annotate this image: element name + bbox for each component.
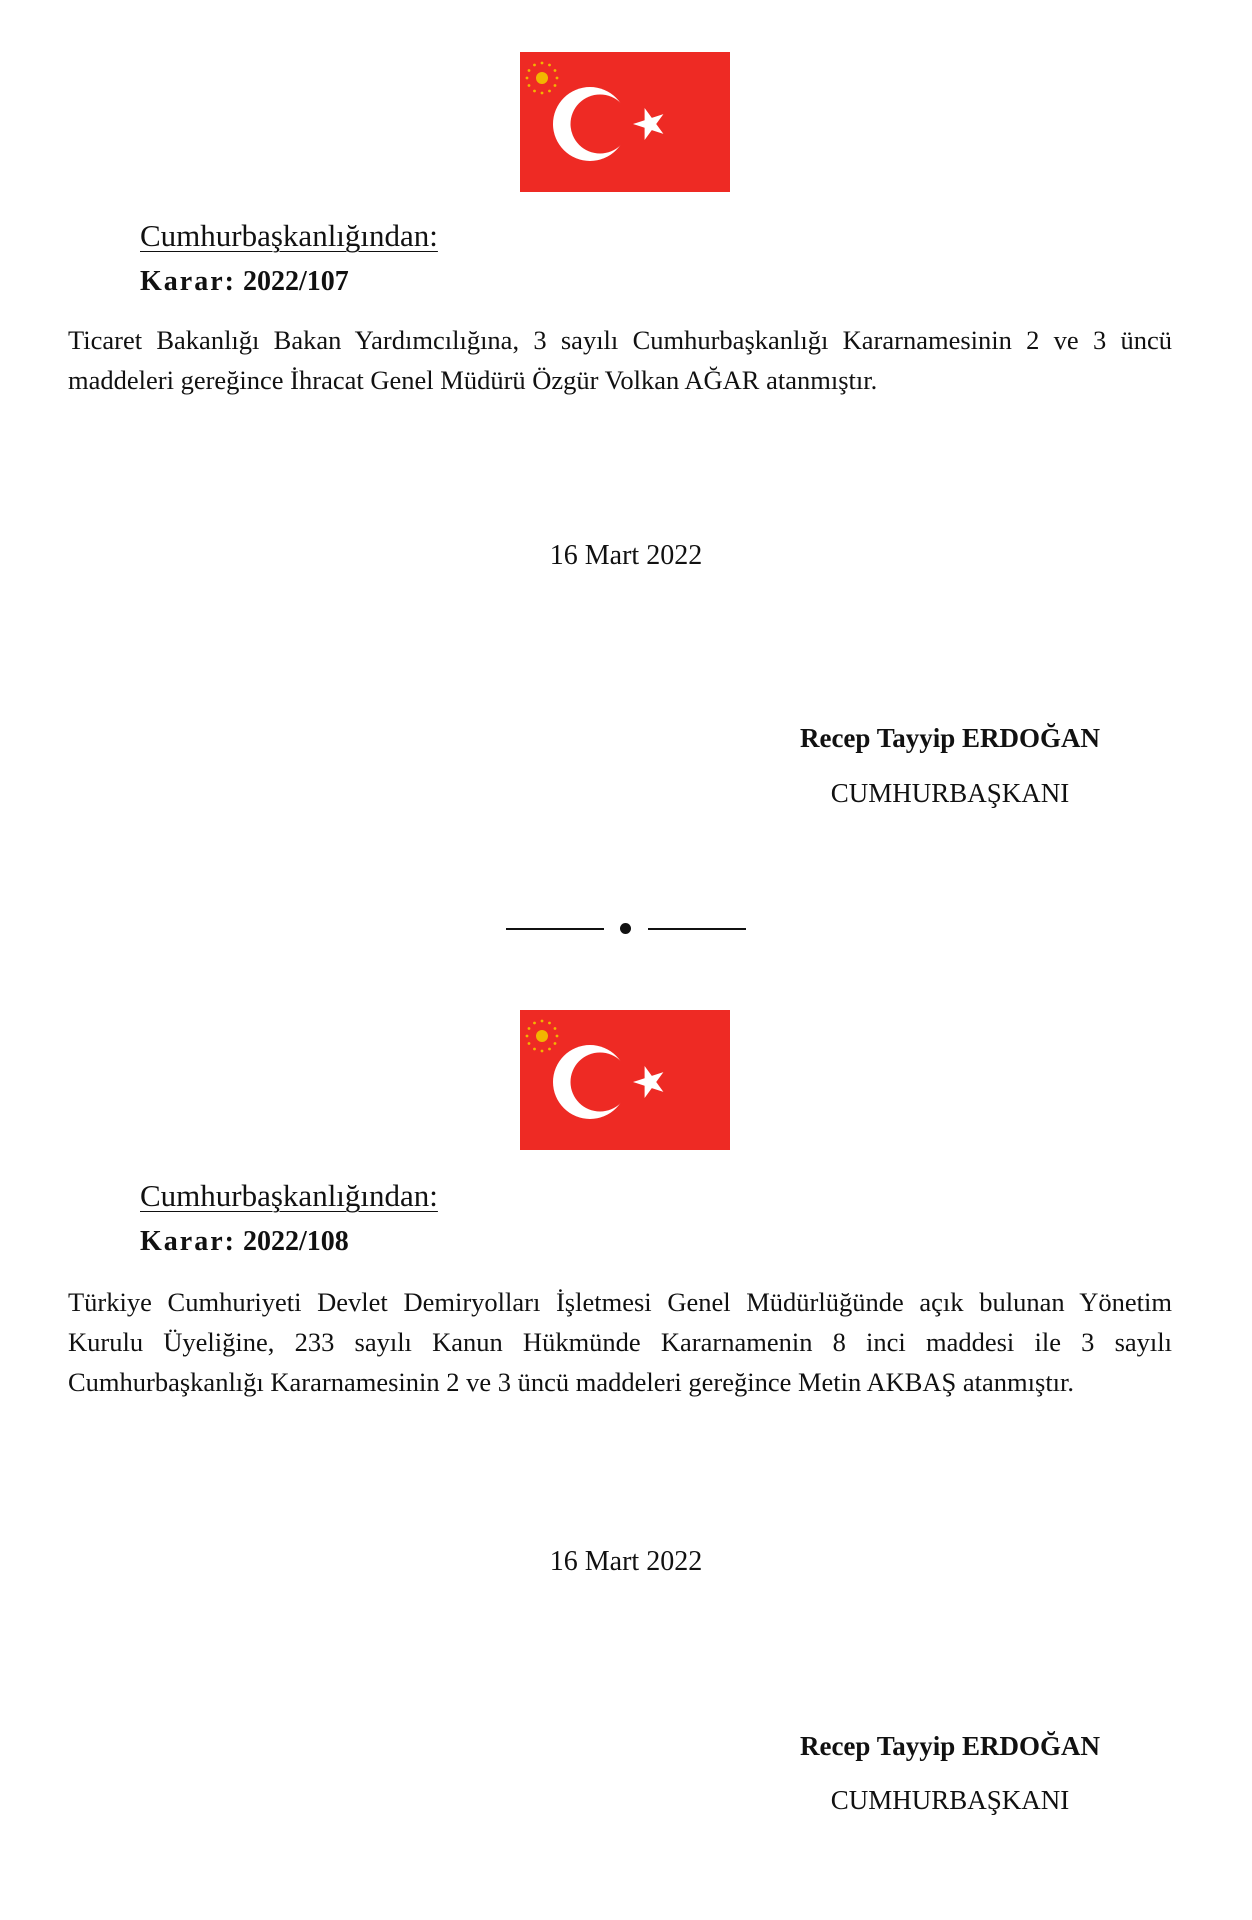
decree-number	[140, 1226, 349, 1258]
decree-number	[140, 266, 349, 298]
separator-line-left	[506, 928, 604, 930]
signatory-name: Recep Tayyip ERDOĞAN	[799, 723, 1101, 753]
decree-number-label: Karar:	[140, 266, 236, 297]
bullet-separator	[506, 918, 746, 938]
decree-number-label: Karar:	[140, 1226, 236, 1257]
separator-line-right	[648, 928, 746, 930]
decree-heading: Cumhurbaşkanlığından:	[140, 1178, 438, 1213]
decree-number-value: 2022/107	[242, 266, 349, 297]
decree-date: 16 Mart 2022	[549, 1546, 703, 1577]
presidential-flag-icon	[520, 52, 730, 192]
decree-number-value: 2022/108	[242, 1226, 349, 1257]
decree-date: 16 Mart 2022	[549, 540, 703, 571]
separator-dot	[620, 923, 631, 934]
decree-text: Türkiye Cumhuriyeti Devlet Demiryolları İşletmesi Genel Müdürlüğünde açık bulunan Yönetim Kurulu Üyeliğine, 233 sayılı Kanun Hükmünde Kararnamenin 8 inci maddesi ile 3 sayılı Cumhurbaşkanlığı Kararnamesinin 2 ve 3 üncü maddeleri gereğince Metin AKBAŞ atanmıştır.	[68, 1287, 1172, 1397]
decree-heading: Cumhurbaşkanlığından:	[140, 218, 438, 253]
presidential-flag-icon	[520, 1010, 730, 1150]
signatory-title: CUMHURBAŞKANI	[830, 778, 1070, 808]
signatory-title: CUMHURBAŞKANI	[830, 1785, 1070, 1815]
signatory-name: Recep Tayyip ERDOĞAN	[799, 1731, 1101, 1761]
decree-text: Ticaret Bakanlığı Bakan Yardımcılığına, 3 sayılı Cumhurbaşkanlığı Kararnamesinin 2 ve 3 üncü maddeleri gereğince İhracat Genel Müdürü Özgür Volkan AĞAR atanmıştır.	[68, 325, 1172, 395]
